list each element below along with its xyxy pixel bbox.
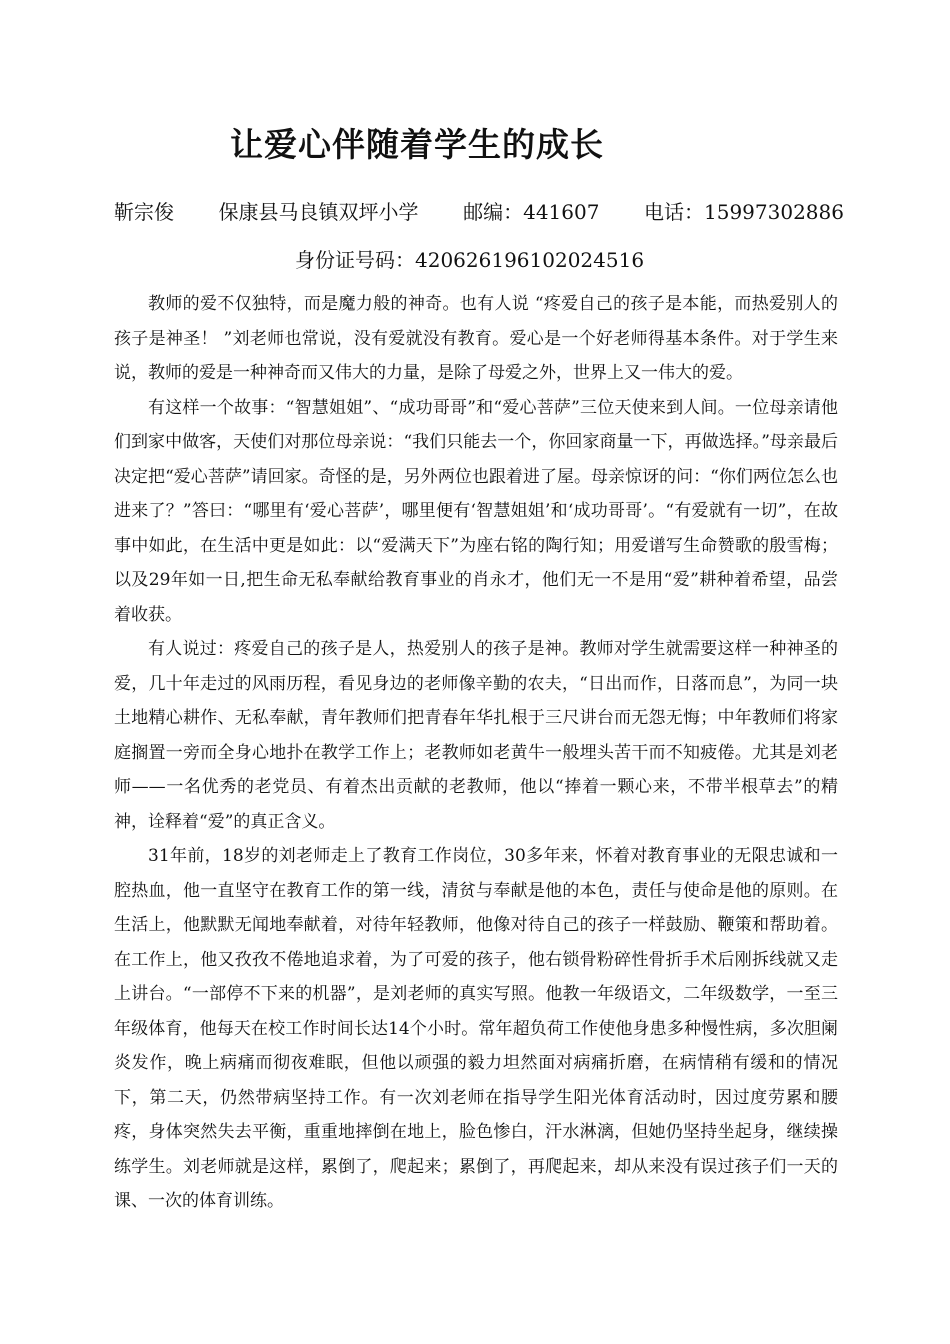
paragraph: 有人说过：疼爱自己的孩子是人，热爱别人的孩子是神。教师对学生就需要这样一种神圣的爱，几十年走过的风雨历程，看见身边的老师像辛勤的农夫，“日出而作，日落而息”，为同一块土地精心耕作、无私奉献，青年教师们把青春年华扎根于三尺讲台而无怨无悔；中年教师们将家庭搁置一旁而全身心地扑在教学工作上；老教师如老黄牛一般埋头苦干而不知疲倦。尤其是刘老师——一名优秀的老党员、有着杰出贡献的老教师，他以“捧着一颗心来，不带半根草去”的精神，诠释着“爱”的真正含义。 <box>114 639 838 832</box>
author-name: 靳宗俊 <box>114 200 174 224</box>
author-school: 保康县马良镇双坪小学 <box>218 200 419 224</box>
paragraph: 有这样一个故事：“智慧姐姐”、“成功哥哥”和“爱心菩萨”三位天使来到人间。一位母亲请他们到家中做客，天使们对那位母亲说：“我们只能去一个，你回家商量一下，再做选择。”母亲最后决定把“爱心菩萨”请回家。奇怪的是，另外两位也跟着进了屋。母亲惊讶的问：“你们两位怎么也进来了？”答曰：“哪里有‘爱心菩萨’，哪里便有‘智慧姐姐’和‘成功哥哥’。“有爱就有一切”，在故事中如此，在生活中更是如此：以“爱满天下”为座右铭的陶行知；用爱谱写生命赞歌的殷雪梅；以及29年如一日,把生命无私奉献给教育事业的肖永才，他们无一不是用“爱”耕种着希望，品尝着收获。 <box>114 397 838 625</box>
author-id-number: 身份证号码：420626196102024516 <box>295 248 645 272</box>
author-postcode: 邮编：441607 <box>463 200 600 224</box>
paragraph: 31年前，18岁的刘老师走上了教育工作岗位，30多年来，怀着对教育事业的无限忠诚和一腔热血，他一直坚守在教育工作的第一线，清贫与奉献是他的本色，责任与使命是他的原则。在生活上，他默默无闻地奉献着，对待年轻教师，他像对待自己的孩子一样鼓励、鞭策和帮助着。在工作上，他又孜孜不倦地追求着，为了可爱的孩子，他右锁骨粉碎性骨折手术后刚拆线就又走上讲台。“一部停不下来的机器”，是刘老师的真实写照。他教一年级语文，二年级数学，一至三年级体育，他每天在校工作时间长达14个小时。常年超负荷工作使他身患多种慢性病，多次胆阑炎发作，晚上病痛而彻夜难眠，但他以顽强的毅力坦然面对病痛折磨，在病情稍有缓和的情况下，第二天，仍然带病坚持工作。有一次刘老师在指导学生阳光体育活动时，因过度劳累和腰疼，身体突然失去平衡，重重地摔倒在地上，脸色惨白，汗水淋漓，但她仍坚持坐起身，继续操练学生。刘老师就是这样，累倒了，爬起来；累倒了，再爬起来，却从来没有误过孩子们一天的课、一次的体育训练。 <box>114 846 838 1211</box>
author-info-line <box>114 196 844 228</box>
paragraph: 教师的爱不仅独特，而是魔力般的神奇。也有人说 “疼爱自己的孩子是本能，而热爱别人的孩子是神圣！ ”刘老师也常说，没有爱就没有教育。爱心是一个好老师得基本条件。对于学生来说，教师的爱是一种神奇而又伟大的力量，是除了母爱之外，世界上又一伟大的爱。 <box>114 294 838 383</box>
author-phone: 电话：15997302886 <box>644 200 844 224</box>
article-body <box>114 287 838 1219</box>
document-title: 让爱心伴随着学生的成长 <box>230 125 604 164</box>
